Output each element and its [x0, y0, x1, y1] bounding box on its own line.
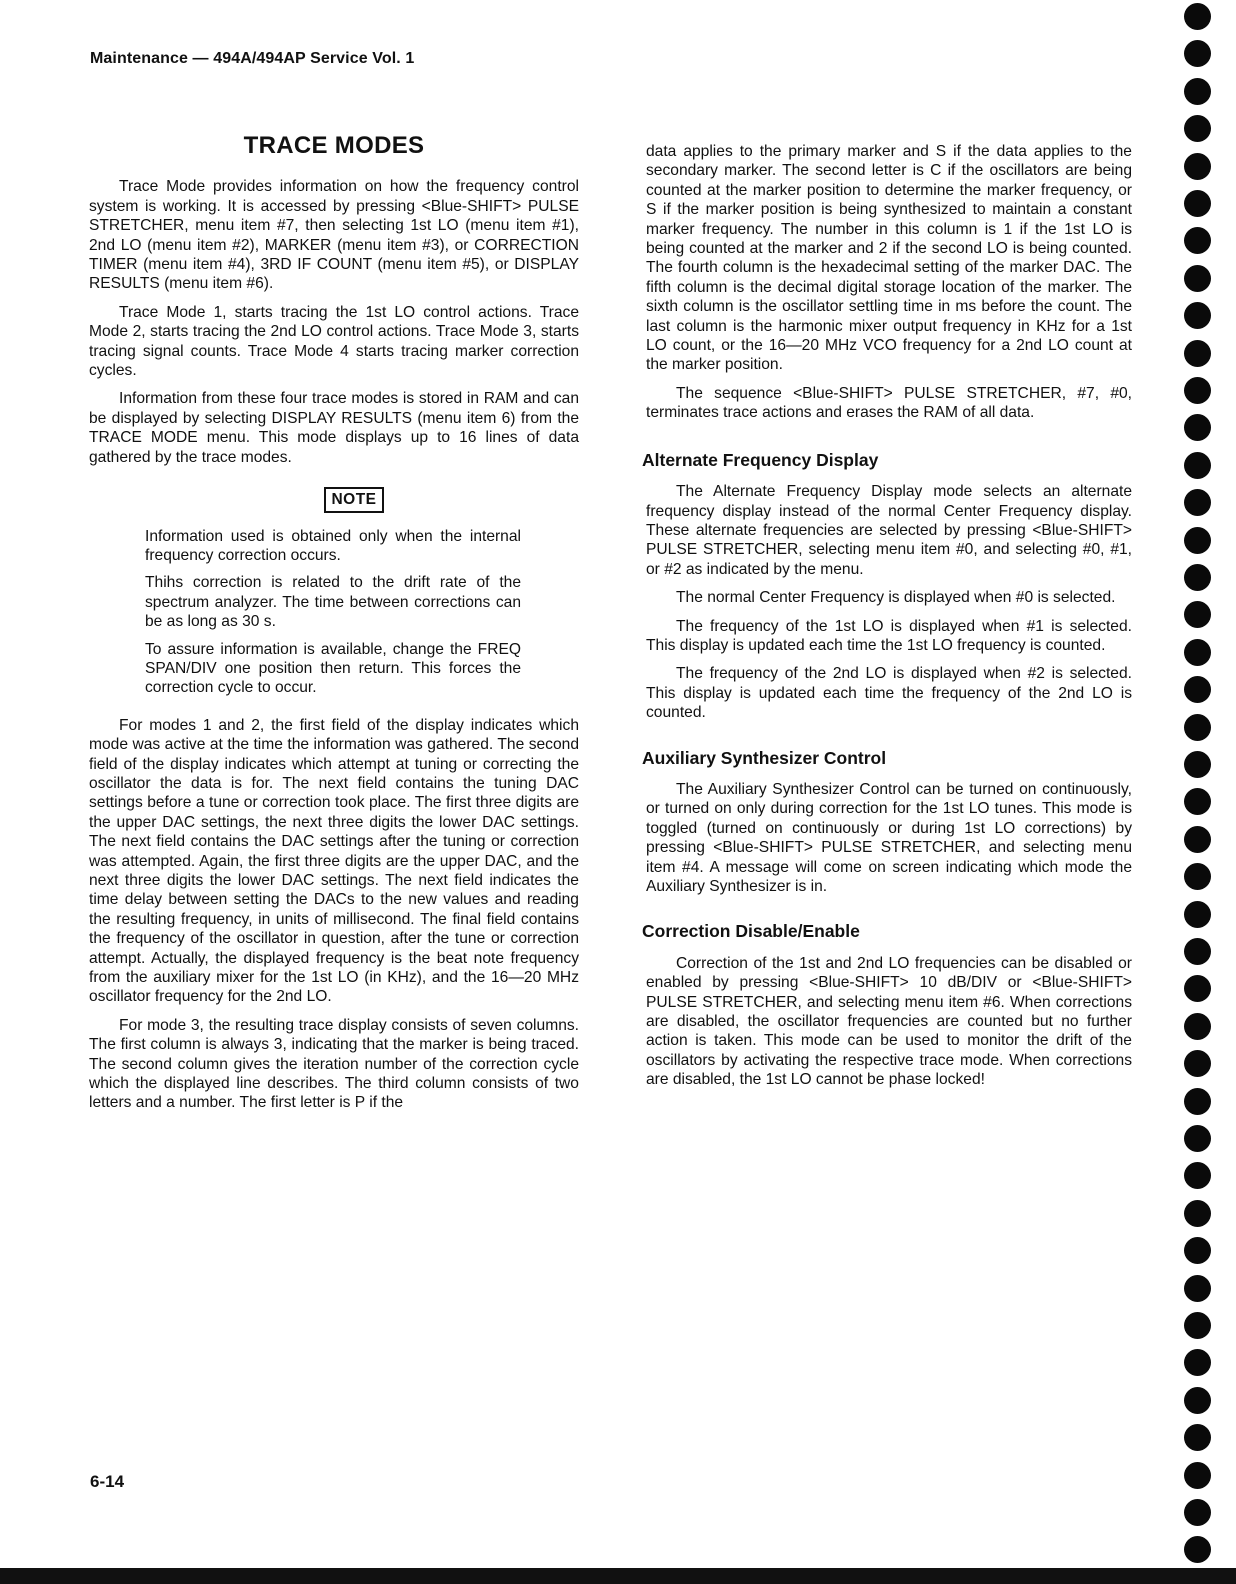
spacer — [89, 706, 579, 716]
binder-hole — [1184, 826, 1211, 853]
binder-hole — [1184, 751, 1211, 778]
note-label: NOTE — [324, 487, 383, 512]
note-label-wrapper — [129, 487, 579, 512]
binder-hole — [1184, 153, 1211, 180]
left-column — [89, 132, 579, 1122]
binder-hole — [1184, 377, 1211, 404]
running-header: Maintenance — 494A/494AP Service Vol. 1 — [90, 50, 415, 67]
modes-1-2-paragraph: For modes 1 and 2, the first field of the display indicates which mode was active at the time the information was gathered. The second field of the display indicates which attempt at tuning or correcting the oscillator the data is for. The next field contains the tuning DAC settings before a tune or correction took place. The first three digits are the upper DAC settings, the next three digits the lower DAC settings. The next field contains the DAC settings after the tuning or correction was attempted. Again, the first three digits are the upper DAC, and the next three digits the lower DAC settings. The next field indicates the time delay between setting the DACs to the new values and reading the resulting frequency, in units of millisecond. The final field contains the frequency of the oscillator in question, after the tune or correction attempt. Actually, the displayed frequency is the beat note frequency from the auxiliary mixer for the 1st LO (in KHz), and the 16—20 MHz oscillator frequency for the 2nd LO. — [89, 716, 579, 1006]
correction-disable-heading: Correction Disable/Enable — [642, 921, 860, 942]
binder-holes — [1180, 0, 1220, 1584]
binder-hole — [1184, 302, 1211, 329]
binder-hole — [1184, 78, 1211, 105]
binder-hole — [1184, 1349, 1211, 1376]
binder-hole — [1184, 1125, 1211, 1152]
mode-3-paragraph: For mode 3, the resulting trace display consists of seven columns. The first column is always 3, indicating that the marker is being traced. The second column gives the iteration number of the correction cycle which the displayed line describes. The third column consists of two letters and a number. The first letter is P if the — [89, 1016, 579, 1112]
binder-hole — [1184, 265, 1211, 292]
note-paragraph-1: Information used is obtained only when the internal frequency correction occurs. — [145, 527, 521, 564]
binder-hole — [1184, 414, 1211, 441]
binder-hole — [1184, 1237, 1211, 1264]
second-lo-display-paragraph: The frequency of the 2nd LO is displayed when #2 is selected. This display is updated each time the frequency of the 2nd LO is counted. — [646, 665, 1132, 722]
binder-hole — [1184, 1162, 1211, 1189]
binder-hole — [1184, 1387, 1211, 1414]
alternate-frequency-heading: Alternate Frequency Display — [642, 449, 879, 470]
trace-mode-list-paragraph: Trace Mode 1, starts tracing the 1st LO control actions. Trace Mode 2, starts tracing the 2nd LO control actions. Trace Mode 3, starts tracing signal counts. Trace Mode 4 starts tracing marker correction cycles. — [89, 303, 579, 380]
binder-hole — [1184, 639, 1211, 666]
binder-hole — [1184, 190, 1211, 217]
binder-hole — [1184, 1462, 1211, 1489]
binder-hole — [1184, 1088, 1211, 1115]
binder-hole — [1184, 1424, 1211, 1451]
binder-hole — [1184, 1312, 1211, 1339]
binder-hole — [1184, 975, 1211, 1002]
binder-hole — [1184, 452, 1211, 479]
binder-hole — [1184, 1050, 1211, 1077]
binder-hole — [1184, 1200, 1211, 1227]
binder-hole — [1184, 3, 1211, 30]
center-frequency-paragraph: The normal Center Frequency is displayed when #0 is selected. — [676, 589, 1116, 607]
binder-hole — [1184, 227, 1211, 254]
binder-hole — [1184, 1275, 1211, 1302]
first-lo-display-paragraph: The frequency of the 1st LO is displayed when #1 is selected. This display is updated each time the 1st LO frequency is counted. — [646, 617, 1132, 654]
scan-edge-bar — [0, 1568, 1236, 1584]
binder-hole — [1184, 40, 1211, 67]
binder-hole — [1184, 1536, 1211, 1563]
binder-hole — [1184, 489, 1211, 516]
section-title: TRACE MODES — [243, 132, 425, 159]
binder-hole — [1184, 863, 1211, 890]
binder-hole — [1184, 601, 1211, 628]
note-paragraph-3: To assure information is available, change the FREQ SPAN/DIV one position then return. This forces the correction cycle to occur. — [145, 640, 521, 697]
page-number: 6-14 — [90, 1472, 125, 1491]
note-paragraph-2: Thihs correction is related to the drift rate of the spectrum analyzer. The time between corrections can be as long as 30 s. — [145, 574, 521, 631]
correction-disable-paragraph: Correction of the 1st and 2nd LO frequencies can be disabled or enabled by pressing <Blue-SHIFT> 10 dB/DIV or <Blue-SHIFT> PULSE STRETCHER, and selecting menu item #6. When corrections are disabled, the oscillator frequencies are counted but no further action is taken. This mode can be used to monitor the drift of the oscillators by activating the respective trace mode. When corrections are disabled, the 1st LO cannot be phase locked! — [646, 954, 1132, 1089]
binder-hole — [1184, 938, 1211, 965]
display-results-paragraph: Information from these four trace modes is stored in RAM and can be displayed by selecting DISPLAY RESULTS (menu item 6) from the TRACE MODE menu. This mode displays up to 16 lines of data gathered by the trace modes. — [89, 390, 579, 466]
auxiliary-synthesizer-heading: Auxiliary Synthesizer Control — [642, 747, 887, 768]
terminate-trace-paragraph: The sequence <Blue-SHIFT> PULSE STRETCHER, #7, #0, terminates trace actions and erases the RAM of all data. — [646, 384, 1132, 422]
right-column — [642, 142, 1132, 1099]
note-block — [145, 527, 521, 698]
binder-hole — [1184, 340, 1211, 367]
alternate-frequency-paragraph: The Alternate Frequency Display mode selects an alternate frequency display instead of the normal Center Frequency display. These alternate frequencies are selected by pressing <Blue-SHIFT> PULSE STRETCHER, selecting menu item #0, and selecting #0, #1, or #2 as indicated by the menu. — [646, 483, 1132, 578]
binder-hole — [1184, 527, 1211, 554]
binder-hole — [1184, 788, 1211, 815]
binder-hole — [1184, 676, 1211, 703]
binder-hole — [1184, 901, 1211, 928]
mode-3-continued-paragraph: data applies to the primary marker and S if the data applies to the secondary marker. The second letter is C if the oscillators are being counted at the marker position to determine the marker frequency, or S if the marker position is being synthesized to maintain a constant marker frequency. The number in this column is 1 if the 1st LO is being counted at the marker and 2 if the second LO is being counted. The fourth column is the hexadecimal setting of the marker DAC. The fifth column is the decimal digital storage location of the marker. The sixth column is the oscillator settling time in ms before the count. The last column is the harmonic mixer output frequency in KHz for a 1st LO count, or the 16—20 MHz VCO frequency for a 2nd LO count at the marker position. — [646, 143, 1132, 374]
binder-hole — [1184, 1013, 1211, 1040]
binder-hole — [1184, 714, 1211, 741]
trace-mode-intro-paragraph: Trace Mode provides information on how the frequency control system is working. It is accessed by pressing <Blue-SHIFT> PULSE STRETCHER, menu item #7, then selecting 1st LO (menu item #1), 2nd LO (menu item #2), MARKER (menu item #3), or CORRECTION TIMER (menu item #4), 3RD IF COUNT (menu item #5), or DISPLAY RESULTS (menu item #6). — [89, 178, 579, 293]
binder-hole — [1184, 564, 1211, 591]
auxiliary-synthesizer-paragraph: The Auxiliary Synthesizer Control can be turned on continuously, or turned on only during correction for the 1st LO tunes. This mode is toggled (turned on continuously or during 1st LO corrections) by pressing <Blue-SHIFT> PULSE STRETCHER, and selecting menu item #4. A message will come on screen indicating which mode the Auxiliary Synthesizer is in. — [646, 780, 1132, 895]
binder-hole — [1184, 115, 1211, 142]
binder-hole — [1184, 1499, 1211, 1526]
